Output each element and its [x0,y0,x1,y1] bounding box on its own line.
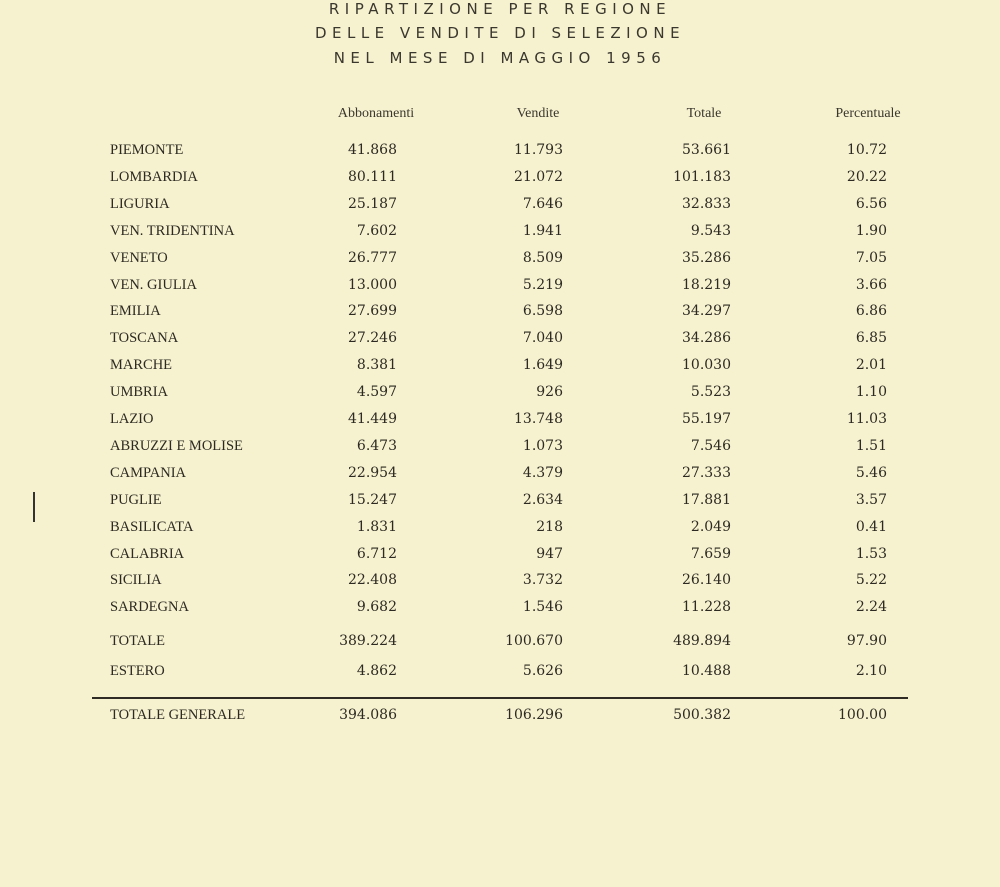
region-name: EMILIA [110,303,161,320]
vendite-cell: 5.219 [522,276,563,293]
table-row [0,330,1000,350]
totale-cell: 53.661 [682,142,731,158]
totale-row [0,633,1000,653]
header-abbonamenti: Abbonamenti [337,106,415,121]
region-name: UMBRIA [110,384,169,401]
totale-cell: 7.659 [690,545,731,562]
table-row [0,196,1000,216]
abbonamenti-cell: 27.246 [348,330,397,347]
percentuale-cell: 20.22 [846,168,887,185]
region-name: CAMPANIA [110,464,187,481]
totale-cell: 9.543 [690,222,731,239]
vendite-cell: 106.296 [505,707,563,723]
vendite-cell: 7.646 [522,195,563,212]
abbonamenti-cell: 25.187 [348,195,397,212]
abbonamenti-cell: 15.247 [348,491,397,508]
percentuale-cell: 6.85 [855,330,887,347]
totale-cell: 7.546 [690,437,731,454]
totale-cell: 17.881 [682,491,731,508]
vendite-cell: 7.040 [522,330,563,347]
percentuale-cell: 2.01 [855,357,887,374]
vendite-cell: 13.748 [514,411,563,427]
totale-cell: 500.382 [673,707,731,723]
abbonamenti-cell: 22.408 [348,572,397,589]
abbonamenti-cell: 26.777 [348,249,397,266]
table-row [0,465,1000,485]
region-name: BASILICATA [110,518,194,535]
abbonamenti-cell: 4.862 [356,663,397,679]
region-name: MARCHE [110,357,173,374]
region-name: VEN. GIULIA [110,276,197,293]
totale-cell: 26.140 [682,572,731,589]
percentuale-cell: 3.57 [855,491,887,508]
region-name: LOMBARDIA [110,168,198,185]
totale-cell: 27.333 [682,464,731,481]
abbonamenti-cell: 394.086 [339,707,397,723]
percentuale-cell: 100.00 [838,707,887,723]
vendite-cell: 926 [536,384,563,401]
table-row [0,277,1000,297]
vendite-cell: 1.546 [522,599,563,616]
abbonamenti-cell: 8.381 [356,357,397,374]
vendite-cell: 3.732 [522,572,563,589]
table-row [0,357,1000,377]
header-totale: Totale [686,106,722,121]
totale-cell: 5.523 [690,384,731,401]
title-line-1: RIPARTIZIONE PER REGIONE [328,0,672,18]
table-row [0,303,1000,323]
vendite-cell: 1.073 [522,437,563,454]
vendite-cell: 218 [536,518,563,535]
abbonamenti-cell: 13.000 [348,276,397,293]
total-divider [92,697,908,699]
totale-cell: 10.030 [682,357,731,374]
percentuale-cell: 6.86 [855,303,887,320]
totale-cell: 101.183 [673,168,731,185]
table-row [0,492,1000,512]
abbonamenti-cell: 22.954 [348,464,397,481]
region-name: CALABRIA [110,545,185,562]
totale-cell: 18.219 [682,276,731,293]
estero-row [0,663,1000,683]
percentuale-cell: 1.90 [855,222,887,239]
percentuale-cell: 1.51 [855,437,887,454]
header-percentuale: Percentuale [835,106,901,121]
vendite-cell: 100.670 [505,633,563,649]
percentuale-cell: 3.66 [855,276,887,293]
region-name: VENETO [110,249,168,266]
totale-cell: 10.488 [682,663,731,679]
header-vendite: Vendite [516,106,560,121]
percentuale-cell: 10.72 [846,142,887,158]
region-name: PUGLIE [110,491,162,508]
region-name: PIEMONTE [110,142,184,158]
region-name: TOSCANA [110,330,179,347]
percentuale-cell: 1.53 [855,545,887,562]
region-name: VEN. TRIDENTINA [110,222,235,239]
title-line-3: NEL MESE DI MAGGIO 1956 [333,49,667,67]
percentuale-cell: 97.90 [846,633,887,649]
abbonamenti-cell: 6.712 [356,545,397,562]
totale-cell: 489.894 [673,633,731,649]
vendite-cell: 1.649 [522,357,563,374]
table-row [0,250,1000,270]
totale-cell: 34.286 [682,330,731,347]
totale-cell: 34.297 [682,303,731,320]
table-row [0,572,1000,592]
vendite-cell: 947 [536,545,563,562]
region-name: LIGURIA [110,195,170,212]
abbonamenti-cell: 4.597 [356,384,397,401]
percentuale-cell: 0.41 [855,518,887,535]
table-row [0,546,1000,566]
percentuale-cell: 1.10 [855,384,887,401]
region-name: ESTERO [110,663,165,679]
table-row [0,223,1000,243]
totale-cell: 55.197 [682,411,731,427]
totale-cell: 35.286 [682,249,731,266]
abbonamenti-cell: 7.602 [356,222,397,239]
totale-cell: 32.833 [682,195,731,212]
abbonamenti-cell: 9.682 [356,599,397,616]
percentuale-cell: 6.56 [855,195,887,212]
totale-cell: 11.228 [682,599,731,616]
abbonamenti-cell: 6.473 [356,437,397,454]
abbonamenti-cell: 1.831 [356,518,397,535]
abbonamenti-cell: 27.699 [348,303,397,320]
margin-mark [33,492,35,522]
region-name: SARDEGNA [110,599,189,616]
percentuale-cell: 5.22 [855,572,887,589]
vendite-cell: 4.379 [522,464,563,481]
table-row [0,384,1000,404]
table-row [0,169,1000,189]
totale-generale-row [0,707,1000,727]
vendite-cell: 1.941 [522,222,563,239]
table-row [0,599,1000,619]
abbonamenti-cell: 41.449 [348,411,397,427]
percentuale-cell: 5.46 [855,464,887,481]
abbonamenti-cell: 389.224 [339,633,397,649]
region-name: ABRUZZI E MOLISE [110,437,243,454]
percentuale-cell: 2.10 [855,663,887,679]
totale-cell: 2.049 [690,518,731,535]
vendite-cell: 8.509 [522,249,563,266]
vendite-cell: 21.072 [514,168,563,185]
region-name: LAZIO [110,411,154,427]
vendite-cell: 11.793 [514,142,563,158]
percentuale-cell: 2.24 [855,599,887,616]
vendite-cell: 5.626 [522,663,563,679]
percentuale-cell: 11.03 [846,411,887,427]
table-row [0,438,1000,458]
table-row [0,519,1000,539]
vendite-cell: 2.634 [522,491,563,508]
region-name: SICILIA [110,572,162,589]
abbonamenti-cell: 41.868 [348,142,397,158]
table-row [0,411,1000,431]
region-name: TOTALE [110,633,165,649]
percentuale-cell: 7.05 [855,249,887,266]
region-name: TOTALE GENERALE [110,707,246,723]
vendite-cell: 6.598 [522,303,563,320]
title-line-2: DELLE VENDITE DI SELEZIONE [314,24,686,42]
table-row [0,142,1000,162]
abbonamenti-cell: 80.111 [348,168,397,185]
